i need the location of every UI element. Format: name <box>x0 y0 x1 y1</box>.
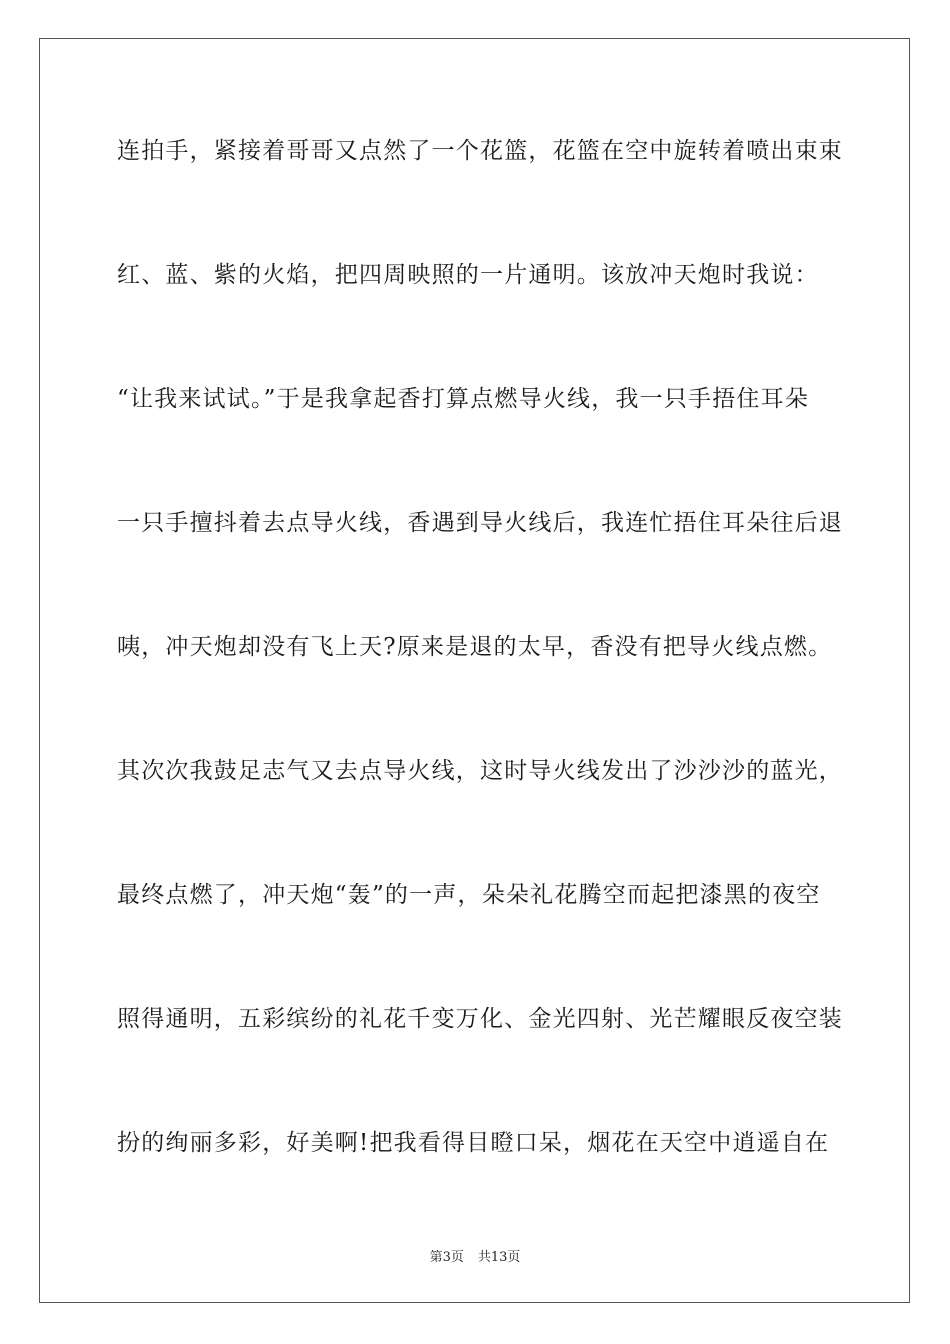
text-line-2: 红、蓝、紫的火焰，把四周映照的一片通明。该放冲天炮时我说： <box>117 262 819 288</box>
text-line-4: 一只手擅抖着去点导火线，香遇到导火线后，我连忙捂住耳朵往后退 <box>117 510 843 536</box>
page-number: 第3页 <box>429 1250 464 1265</box>
text-line-7: 最终点燃了，冲天炮“轰”的一声，朵朵礼花腾空而起把漆黑的夜空 <box>117 882 821 908</box>
text-line-5: 咦，冲天炮却没有飞上天?原来是退的太早，香没有把导火线点燃。 <box>117 634 833 660</box>
text-line-9: 扮的绚丽多彩，好美啊!把我看得目瞪口呆，烟花在天空中逍遥自在 <box>117 1130 830 1156</box>
text-line-6: 其次次我鼓足志气又去点导火线，这时导火线发出了沙沙沙的蓝光， <box>117 758 843 784</box>
text-line-8: 照得通明，五彩缤纷的礼花千变万化、金光四射、光芒耀眼反夜空装 <box>117 1006 843 1032</box>
text-line-1: 连拍手，紧接着哥哥又点然了一个花篮，花篮在空中旋转着喷出束束 <box>117 138 843 164</box>
page-total: 共13页 <box>477 1250 521 1265</box>
text-line-3: “让我来试试。”于是我拿起香打算点燃导火线，我一只手捂住耳朵 <box>117 386 810 412</box>
page-footer <box>0 1246 950 1265</box>
document-body <box>117 131 843 1247</box>
